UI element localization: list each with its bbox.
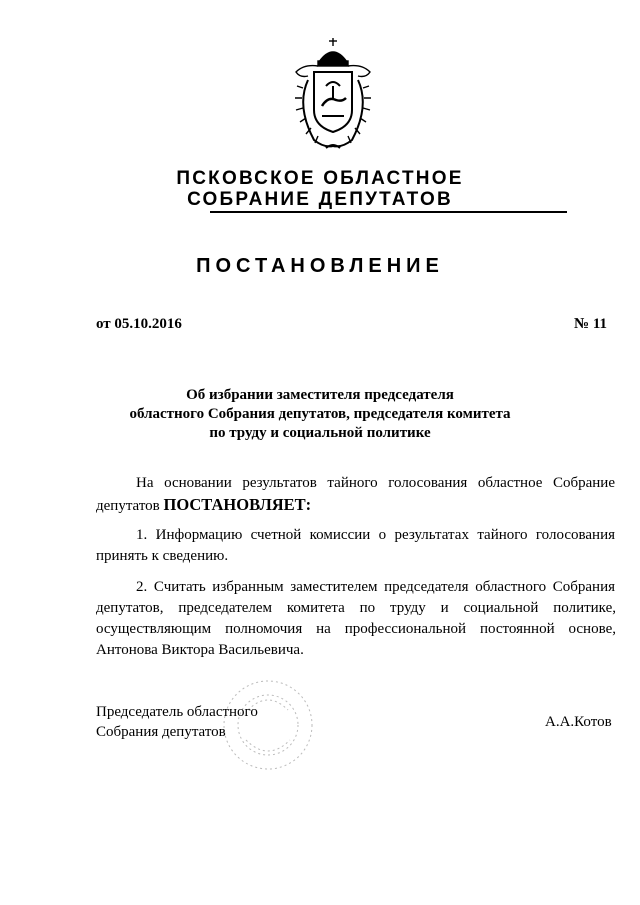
item2-line2: депутатов, председателем комитета по труду и социальной политике, xyxy=(96,600,616,616)
intro-line2-text: депутатов xyxy=(96,498,160,514)
intro-line2 xyxy=(96,494,616,517)
document-title-line2: областного Собрания депутатов, председателя комитета xyxy=(129,406,511,422)
header-divider xyxy=(210,211,567,213)
signer-position-line2: Собрания депутатов xyxy=(96,724,226,740)
faint-stamp-icon xyxy=(218,670,318,780)
org-name-line1: ПСКОВСКОЕ ОБЛАСТНОЕ xyxy=(176,168,464,189)
item1-line1: 1. Информацию счетной комиссии о результатах тайного голосования xyxy=(136,527,615,543)
decree-keyword: ПОСТАНОВЛЯЕТ: xyxy=(163,495,312,514)
document-date: от 05.10.2016 xyxy=(96,316,182,332)
document-title-line1: Об избрании заместителя председателя xyxy=(186,387,454,403)
item1-line2: принять к сведению. xyxy=(96,548,229,564)
item2-line3: осуществляющим полномочия на профессиональной постоянной основе, xyxy=(96,621,616,637)
pskov-coat-of-arms-icon xyxy=(286,36,380,154)
signer-position-line1: Председатель областного xyxy=(96,704,258,720)
item2-line4: Антонова Виктора Васильевича. xyxy=(96,642,304,658)
intro-line1: На основании результатов тайного голосования областное Собрание xyxy=(136,475,615,491)
document-number: № 11 xyxy=(574,316,607,332)
document-title-line3: по труду и социальной политике xyxy=(209,425,431,441)
org-name-line2: СОБРАНИЕ ДЕПУТАТОВ xyxy=(187,189,453,210)
item2-line1: 2. Считать избранным заместителем председателя областного Собрания xyxy=(136,579,615,595)
document-type: ПОСТАНОВЛЕНИЕ xyxy=(196,255,444,277)
signer-name: А.А.Котов xyxy=(545,714,612,730)
